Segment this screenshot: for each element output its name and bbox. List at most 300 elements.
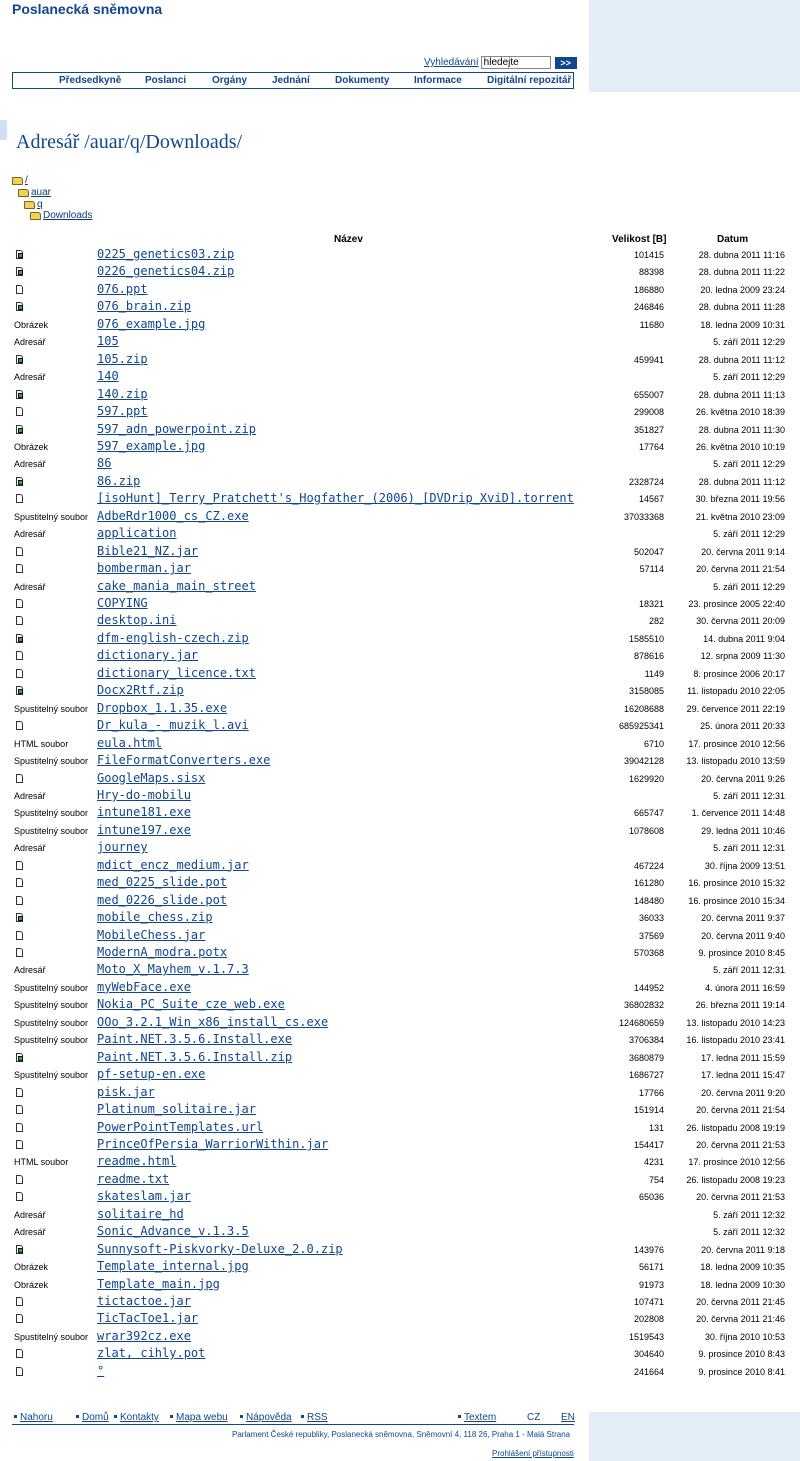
accessibility-declaration-link[interactable]: Prohlášení přístupnosti [492,1449,574,1458]
file-link[interactable]: Platinum_solitaire.jar [97,1102,256,1117]
table-row [0,1015,800,1032]
file-type-label: Adresář [14,965,46,976]
file-icon [16,1314,23,1323]
file-link[interactable]: cake_mania_main_street [97,578,256,593]
table-row [0,334,800,351]
file-type-label: Adresář [14,529,46,540]
file-size: 3680879 [628,1052,664,1063]
file-type-label: Adresář [14,790,46,801]
file-link[interactable]: skateslam.jar [97,1189,191,1204]
file-size: 202808 [633,1314,664,1325]
table-row [0,299,800,316]
file-link[interactable]: dfm-english-czech.zip [97,630,249,645]
table-row [0,997,800,1014]
file-date: 26. května 2010 10:19 [695,441,785,452]
file-date: 25. února 2011 20:33 [700,721,785,732]
file-type-label: Spustitelný soubor [14,756,89,767]
bullet-icon [170,1415,173,1418]
file-link[interactable]: med_0226_slide.pot [97,892,228,907]
table-row [0,544,800,561]
table-row [0,439,800,456]
file-date: 13. listopadu 2010 14:23 [686,1017,785,1028]
file-size: 101415 [633,250,664,260]
file-link[interactable]: Sonic_Advance_v.1.3.5 [97,1224,249,1239]
table-row [0,648,800,665]
table-row [0,980,800,997]
table-row [0,666,800,683]
file-date: 20. června 2011 21:54 [696,1105,785,1116]
file-link[interactable]: 076.ppt [97,281,148,296]
table-row [0,718,800,735]
file-type-label: Spustitelný soubor [14,1000,89,1011]
file-size: 1686727 [628,1070,664,1081]
file-size: 124680659 [618,1017,664,1028]
file-size: 36802832 [623,1000,664,1011]
file-size: 1629920 [628,773,664,784]
file-icon [16,774,23,783]
file-link[interactable]: application [97,526,177,541]
file-date: 16. prosince 2010 15:32 [688,878,785,889]
table-row [0,613,800,630]
folder-open-icon [30,212,41,220]
file-date: 28. dubna 2011 11:28 [698,302,785,313]
file-size: 685925341 [618,721,664,732]
file-size: 282 [648,616,664,627]
file-date: 9. prosince 2010 8:41 [698,1366,785,1377]
file-date: 5. září 2011 12:29 [713,459,785,470]
table-row [0,264,800,281]
file-size: 148480 [633,895,664,906]
file-link[interactable]: wrar392cz.exe [97,1328,191,1343]
footer-address: Parlament České republiky, Poslanecká sněmovna, Sněmovní 4, 118 26, Praha 1 - Malá Strana [232,1430,571,1439]
file-link[interactable]: Template_main.jpg [97,1276,220,1291]
file-date: 5. září 2011 12:29 [713,372,785,383]
file-link[interactable]: 076_brain.zip [97,299,191,314]
table-row [0,683,800,700]
file-link[interactable]: mobile_chess.zip [97,910,213,925]
file-date: 17. prosince 2010 12:56 [688,738,785,749]
file-icon [16,1140,23,1149]
file-link[interactable]: 140.zip [97,386,148,401]
file-date: 20. června 2011 21:53 [696,1192,785,1203]
file-date: 12. srpna 2009 11:30 [700,651,785,662]
file-date: 18. ledna 2009 10:35 [700,1262,785,1273]
file-type-label: Adresář [14,581,46,592]
footer-side-panel [589,1412,800,1461]
file-size: 151914 [633,1105,664,1116]
table-row [0,631,800,648]
file-icon [16,948,23,957]
table-row [0,1172,800,1189]
file-date: 29. ledna 2011 10:46 [701,825,785,836]
tree-link-root[interactable]: / [25,175,28,186]
table-row [0,526,800,543]
file-link[interactable]: Hry-do-mobilu [97,787,191,802]
file-size: 18321 [638,599,664,609]
file-size: 3158085 [628,686,664,697]
file-date: 26. listopadu 2008 19:19 [686,1122,785,1133]
file-link[interactable]: 597.ppt [97,404,148,419]
file-date: 5. září 2011 12:29 [713,337,785,348]
file-icon [16,878,23,887]
file-size: 241664 [633,1366,664,1377]
nav-item-poslanci[interactable]: Poslanci [145,75,187,86]
site-title[interactable]: Poslanecká sněmovna [12,1,163,17]
file-date: 21. května 2010 23:09 [695,511,785,522]
file-date: 14. dubna 2011 9:04 [703,633,785,644]
table-row [0,1329,800,1346]
file-type-label: Adresář [14,843,46,854]
file-size: 2328724 [628,476,664,487]
footer-link-textem[interactable]: Textem [464,1412,497,1423]
nav-item-digitalni-repozitar[interactable]: Digitální repozitář [487,75,572,86]
archive-icon [16,250,23,259]
tree-item-q[interactable] [24,199,43,210]
tree-item-downloads[interactable] [30,210,92,221]
file-icon [16,407,23,416]
footer-link-domu[interactable]: Domů [82,1412,109,1423]
file-icon [16,896,23,905]
file-type-label: Adresář [14,1209,46,1220]
file-link[interactable]: ModernA_modra.potx [97,945,228,959]
file-link[interactable]: pf-setup-en.exe [97,1067,206,1082]
file-link[interactable]: bomberman.jar [97,561,191,576]
table-row [0,561,800,578]
search-button[interactable]: >> [555,57,577,69]
footer-link-rss[interactable]: RSS [307,1412,328,1423]
archive-icon [16,1053,23,1062]
file-date: 28. dubna 2011 11:12 [698,354,785,365]
table-row [0,1259,800,1276]
file-date: 20. června 2011 9:40 [701,930,785,941]
file-link[interactable]: 597_adn_powerpoint.zip [97,421,256,436]
nav-item-informace[interactable]: Informace [414,75,462,86]
table-row [0,701,800,718]
file-link[interactable]: med_0225_slide.pot [97,875,228,890]
file-link[interactable]: Docx2Rtf.zip [97,683,184,698]
table-row [0,1154,800,1171]
file-type-label: Spustitelný soubor [14,511,89,522]
file-date: 9. prosince 2010 8:43 [698,1349,785,1360]
file-link[interactable]: FileFormatConverters.exe [97,753,271,768]
file-type-label: Adresář [14,372,46,383]
table-row [0,317,800,334]
language-cz[interactable]: CZ [527,1412,541,1423]
archive-icon [16,355,23,364]
file-size: 36033 [638,913,664,924]
file-link[interactable]: PowerPointTemplates.url [97,1119,264,1134]
file-date: 5. září 2011 12:32 [713,1209,785,1220]
file-icon [16,1088,23,1097]
table-row [0,1120,800,1137]
file-link[interactable]: Bible21_NZ.jar [97,543,199,558]
file-link[interactable]: MobileChess.jar [97,927,206,942]
table-row [0,1207,800,1224]
file-link[interactable]: dictionary_licence.txt [97,665,256,680]
file-icon [16,599,23,608]
file-link[interactable]: OOo_3.2.1_Win_x86_install_cs.exe [97,1014,329,1029]
file-link[interactable]: 86.zip [97,473,141,488]
file-size: 14567 [638,494,664,505]
table-row [0,352,800,369]
archive-icon [16,390,23,399]
file-date: 17. prosince 2010 12:56 [688,1157,785,1168]
file-link[interactable]: solitaire_hd [97,1206,184,1221]
archive-icon [16,913,23,922]
folder-open-icon [12,177,23,185]
nav-item-dokumenty[interactable]: Dokumenty [335,75,390,86]
file-size: 154417 [633,1139,664,1150]
file-size: 246846 [633,302,664,313]
file-icon [16,651,23,660]
file-date: 20. června 2011 9:20 [701,1087,785,1098]
title-accent-bar [0,120,7,140]
file-date: 16. prosince 2010 15:34 [688,895,785,906]
file-size: 3706384 [628,1035,664,1046]
column-header-date: Datum [717,234,749,245]
table-row [0,474,800,491]
footer-link-mapa-webu[interactable]: Mapa webu [176,1412,228,1423]
file-link[interactable]: [isoHunt]_Terry_Pratchett's_Hogfather_(2006)_[DVDrip_XviD].torrent [97,491,574,506]
file-link[interactable]: desktop.ini [97,613,177,628]
table-row [0,1311,800,1328]
file-date: 5. září 2011 12:31 [713,965,785,976]
file-size: 88398 [638,267,664,278]
file-link[interactable]: Dr_kula_-_muzik_l.avi [97,718,249,733]
file-link[interactable]: mdict_encz_medium.jar [97,857,249,872]
file-date: 18. ledna 2009 10:30 [700,1279,785,1290]
file-link[interactable]: 076_example.jpg [97,316,206,331]
archive-icon [16,302,23,311]
file-size: 17766 [638,1087,664,1098]
file-size: 11680 [639,319,664,330]
file-date: 26. března 2011 19:14 [695,1000,785,1011]
file-icon [16,547,23,556]
file-link[interactable]: Dropbox_1.1.35.exe [97,700,228,715]
file-type-label: HTML soubor [14,738,69,749]
file-link[interactable]: Paint.NET.3.5.6.Install.exe [97,1032,293,1047]
file-size: 16208688 [623,703,664,714]
file-date: 11. listopadu 2010 22:05 [687,686,785,697]
file-size: 17764 [638,441,664,452]
table-row [0,1277,800,1294]
table-row [0,1242,800,1259]
file-link[interactable]: 86 [97,456,112,471]
file-size: 107471 [633,1297,664,1307]
file-size: 351827 [633,424,664,435]
file-date: 20. ledna 2009 23:24 [700,284,785,295]
file-link[interactable]: 105.zip [97,351,148,366]
table-row [0,1067,800,1084]
file-date: 28. dubna 2011 11:13 [698,389,785,400]
file-link[interactable]: 140 [97,369,119,384]
file-link[interactable]: Nokia_PC_Suite_cze_web.exe [97,997,285,1012]
file-type-label: Adresář [14,337,46,348]
file-link[interactable]: pisk.jar [97,1084,155,1099]
table-row [0,823,800,840]
file-link[interactable]: Template_internal.jpg [97,1259,249,1274]
file-icon [16,1349,23,1358]
file-size: 1149 [644,668,664,679]
file-link[interactable]: Moto_X_Mayhem_v.1.7.3 [97,962,249,977]
file-size: 143976 [633,1244,664,1255]
table-row [0,910,800,927]
archive-icon [16,686,23,695]
file-link[interactable]: zlat, cihly.pot [97,1346,206,1361]
tree-item-auar[interactable] [18,187,51,198]
file-date: 29. července 2011 22:19 [686,703,785,714]
file-size: 467224 [633,860,664,871]
tree-link-downloads[interactable]: Downloads [43,210,93,221]
file-type-label: Spustitelný soubor [14,703,89,714]
file-date: 28. dubna 2011 11:30 [698,424,785,435]
search-input[interactable] [481,56,551,69]
tree-item-root[interactable] [12,175,28,186]
file-link[interactable]: TicTacToe1.jar [97,1311,199,1326]
file-size: 6710 [643,738,664,749]
file-size: 299008 [633,407,664,418]
file-type-label: HTML soubor [14,1157,69,1168]
header-side-panel [589,0,800,92]
file-size: 459941 [633,354,664,365]
file-size: 1519543 [628,1331,664,1342]
file-date: 26. listopadu 2008 19:23 [686,1174,785,1185]
file-type-label: Spustitelný soubor [14,1331,89,1342]
file-size: 4231 [643,1157,664,1168]
file-type-label: Spustitelný soubor [14,1070,89,1081]
search-box [424,56,577,69]
table-row [0,1050,800,1067]
file-date: 20. června 2011 21:45 [696,1297,785,1307]
file-date: 18. ledna 2009 10:31 [700,319,785,330]
file-link[interactable]: myWebFace.exe [97,979,191,994]
table-row [0,509,800,526]
file-type-label: Adresář [14,459,46,470]
language-en[interactable]: EN [561,1412,575,1423]
file-date: 9. prosince 2010 8:45 [698,948,785,958]
file-link[interactable]: PrinceOfPersia_WarriorWithin.jar [97,1136,329,1151]
archive-icon [16,267,23,276]
file-date: 5. září 2011 12:32 [713,1227,785,1238]
file-link[interactable]: AdbeRdr1000_cs_CZ.exe [97,508,249,523]
file-date: 1. července 2011 14:48 [691,808,785,819]
file-date: 5. září 2011 12:29 [713,529,785,540]
nav-item-organy[interactable]: Orgány [212,75,248,86]
file-date: 20. června 2011 9:14 [701,546,785,557]
bullet-icon [240,1415,243,1418]
file-link[interactable]: Paint.NET.3.5.6.Install.zip [97,1049,293,1064]
table-row [0,1085,800,1102]
file-date: 20. června 2011 9:18 [701,1244,785,1255]
column-header-size: Velikost [B] [612,234,667,245]
file-size: 161280 [633,878,664,889]
file-date: 17. ledna 2011 15:59 [701,1052,785,1063]
file-date: 5. září 2011 12:31 [713,790,785,801]
file-size: 754 [648,1174,664,1185]
file-icon [16,1297,23,1306]
file-link[interactable]: 0225_genetics03.zip [97,247,235,261]
file-link[interactable]: readme.txt [97,1171,170,1186]
file-link[interactable]: ° [97,1363,105,1378]
file-size: 570368 [633,948,664,958]
bullet-icon [458,1415,461,1418]
file-link[interactable]: 0226_genetics04.zip [97,264,235,279]
archive-icon [16,634,23,643]
file-link[interactable]: GoogleMaps.sisx [97,770,206,785]
table-row [0,456,800,473]
file-icon [16,564,23,573]
search-label[interactable]: Vyhledávání [424,57,479,68]
table-row [0,771,800,788]
footer-link-kontakty[interactable]: Kontakty [120,1412,159,1423]
file-link[interactable]: COPYING [97,596,148,610]
file-link[interactable]: journey [97,840,148,855]
file-size: 39042128 [623,756,664,767]
file-date: 5. září 2011 12:31 [713,843,785,854]
file-icon [16,285,23,294]
file-date: 28. dubna 2011 11:16 [698,250,785,260]
table-row [0,387,800,404]
file-type-label: Spustitelný soubor [14,1017,89,1028]
file-link[interactable]: dictionary.jar [97,648,199,663]
table-row [0,805,800,822]
file-link[interactable]: eula.html [97,735,163,750]
file-link[interactable]: intune181.exe [97,805,191,820]
file-link[interactable]: 597_example.jpg [97,438,206,453]
file-size: 91973 [638,1279,664,1290]
tree-link-auar[interactable]: auar [31,187,52,198]
footer-link-nahoru[interactable]: Nahoru [20,1412,53,1423]
file-date: 28. dubna 2011 11:12 [698,476,785,487]
file-type-label: Obrázek [14,441,49,452]
file-link[interactable]: Sunnysoft-Piskvorky-Deluxe_2.0.zip [97,1241,343,1256]
file-link[interactable]: readme.html [97,1154,177,1169]
table-row [0,1346,800,1363]
table-row [0,1224,800,1241]
table-row [0,945,800,962]
file-date: 28. dubna 2011 11:22 [698,267,785,278]
table-row [0,369,800,386]
footer-link-napoveda[interactable]: Nápověda [246,1412,292,1423]
file-link[interactable]: 105 [97,334,119,349]
file-date: 23. prosince 2005 22:40 [688,599,785,609]
file-icon [16,1175,23,1184]
file-icon [16,494,23,503]
file-date: 30. října 2009 13:51 [704,860,785,871]
table-row [0,736,800,753]
tree-link-q[interactable]: q [37,199,43,210]
table-row [0,962,800,979]
nav-item-jednani[interactable]: Jednání [272,75,310,86]
file-date: 17. ledna 2011 15:47 [701,1070,785,1081]
file-link[interactable]: intune197.exe [97,822,191,837]
file-type-label: Spustitelný soubor [14,1035,89,1046]
file-icon [16,669,23,678]
file-size: 65036 [638,1192,664,1203]
file-date: 20. června 2011 21:54 [696,564,785,575]
file-date: 20. června 2011 9:26 [701,773,785,784]
main-navigation [12,72,574,89]
file-size: 878616 [633,651,664,662]
file-date: 26. května 2010 18:39 [695,407,785,418]
file-size: 665747 [633,808,664,819]
file-type-label: Obrázek [14,319,49,330]
table-row [0,1102,800,1119]
file-type-label: Adresář [14,1227,46,1238]
nav-item-predsedkyne[interactable]: Předsedkyně [59,75,122,86]
file-link[interactable]: tictactoe.jar [97,1294,191,1308]
file-icon [16,1105,23,1114]
